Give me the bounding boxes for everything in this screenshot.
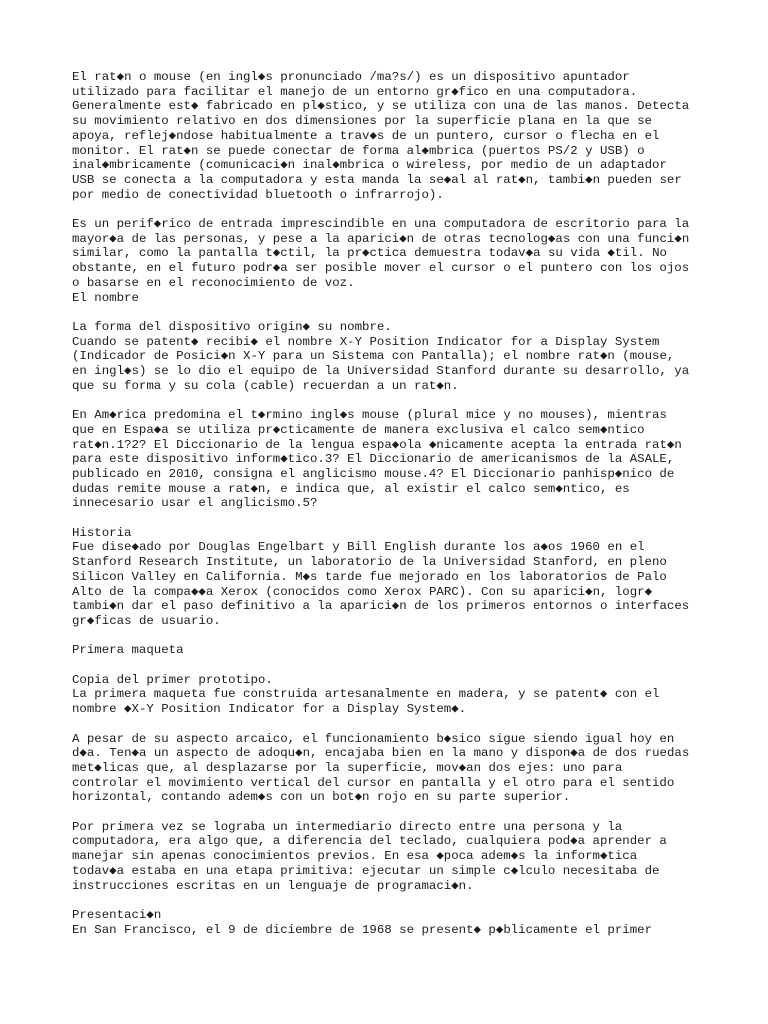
text-line: que en Espa◆a se utiliza pr◆cticamente de manera exclusiva el calco sem◆ntico: [72, 422, 645, 437]
text-line: met◆licas que, al desplazarse por la superficie, mov◆an dos ejes: uno para: [72, 760, 623, 775]
text-line: mayor◆a de las personas, y pese a la aparici◆n de otras tecnolog◆as con una funci◆n: [72, 231, 690, 246]
paragraph: [72, 732, 712, 806]
text-line: El nombre: [72, 290, 139, 305]
paragraph: [72, 673, 712, 717]
text-line: (Indicador de Posici◆n X-Y para un Sistema con Pantalla); el nombre rat◆n (mouse,: [72, 349, 675, 364]
text-line: Stanford Research Institute, un laboratorio de la Universidad Stanford, en pleno: [72, 555, 667, 570]
document-body: [72, 70, 712, 937]
paragraph: [72, 217, 712, 305]
text-line: inal◆mbricamente (comunicaci◆n inal◆mbrica o wireless, por medio de un adaptador: [72, 158, 667, 173]
text-line: utilizado para facilitar el manejo de un entorno gr◆fico en una computadora.: [72, 84, 638, 99]
text-line: Fue dise◆ado por Douglas Engelbart y Bill English durante los a◆os 1960 en el: [72, 540, 645, 555]
text-line: en ingl◆s) se lo dio el equipo de la Universidad Stanford durante su desarrollo, ya: [72, 364, 690, 379]
text-line: manejar sin apenas conocimientos previos. En esa ◆poca adem◆s la inform◆tica: [72, 849, 638, 864]
text-line: su movimiento relativo en dos dimensiones por la superficie plana en la que se: [72, 114, 652, 129]
text-line: Primera maqueta: [72, 643, 184, 658]
text-line: Por primera vez se lograba un intermediario directo entre una persona y la: [72, 819, 623, 834]
text-line: rat◆n.1?2? El Diccionario de la lengua espa◆ola ◆nicamente acepta la entrada rat◆n: [72, 437, 682, 452]
text-line: La forma del dispositivo origin◆ su nombre.: [72, 319, 392, 334]
text-line: Cuando se patent◆ recibi◆ el nombre X-Y Position Indicator for a Display System: [72, 334, 660, 349]
text-line: La primera maqueta fue construida artesanalmente en madera, y se patent◆ con el: [72, 687, 660, 702]
text-line: instrucciones escritas en un lenguaje de programaci◆n.: [72, 878, 474, 893]
text-line: Historia: [72, 525, 132, 540]
text-line: El rat◆n o mouse (en ingl◆s pronunciado /ma?s/) es un dispositivo apuntador: [72, 70, 630, 84]
text-line: Alto de la compa◆◆a Xerox (conocidos como Xerox PARC). Con su aparici◆n, logr◆: [72, 584, 653, 599]
text-line: todav◆a estaba en una etapa primitiva: ejecutar un simple c◆lculo necesitaba de: [72, 863, 660, 878]
text-line: Generalmente est◆ fabricado en pl◆stico, y se utiliza con una de las manos. Detecta: [72, 99, 690, 114]
text-line: tambi◆n dar el paso definitivo a la aparici◆n de los primeros entornos o interfaces: [72, 599, 690, 614]
text-line: horizontal, contando adem◆s con un bot◆n rojo en su parte superior.: [72, 790, 571, 805]
text-line: por medio de conectividad bluetooth o infrarrojo).: [72, 187, 444, 202]
paragraph: [72, 643, 712, 658]
text-line: similar, como la pantalla t◆ctil, la pr◆ctica demuestra todav◆a su vida ◆til. No: [72, 246, 667, 261]
paragraph: [72, 908, 712, 937]
text-line: publicado en 2010, consigna el anglicismo mouse.4? El Diccionario panhisp◆nico de: [72, 466, 675, 481]
text-line: En San Francisco, el 9 de diciembre de 1968 se present◆ p◆blicamente el primer: [72, 922, 653, 937]
text-line: Copia del primer prototipo.: [72, 672, 273, 687]
text-line: Presentaci◆n: [72, 907, 162, 922]
text-line: Silicon Valley en California. M◆s tarde fue mejorado en los laboratorios de Palo: [72, 569, 667, 584]
text-line: Es un perif◆rico de entrada imprescindible en una computadora de escritorio para la: [72, 217, 690, 232]
paragraph: [72, 526, 712, 629]
text-line: En Am◆rica predomina el t◆rmino ingl◆s mouse (plural mice y no mouses), mientras: [72, 408, 667, 423]
paragraph: [72, 408, 712, 511]
text-line: apoya, reflej◆ndose habitualmente a trav◆s de un puntero, cursor o flecha en el: [72, 128, 660, 143]
text-line: nombre ◆X-Y Position Indicator for a Display System◆.: [72, 702, 467, 717]
text-line: gr◆ficas de usuario.: [72, 613, 221, 628]
text-line: que su forma y su cola (cable) recuerdan a un rat◆n.: [72, 378, 459, 393]
text-line: innecesario usar el anglicismo.5?: [72, 496, 318, 511]
paragraph: [72, 820, 712, 894]
text-line: d◆a. Ten◆a un aspecto de adoqu◆n, encajaba bien en la mano y dispon◆a de dos ruedas: [72, 746, 690, 761]
text-line: A pesar de su aspecto arcaico, el funcionamiento b◆sico sigue siendo igual hoy en: [72, 731, 675, 746]
text-line: controlar el movimiento vertical del cursor en pantalla y el otro para el sentido: [72, 775, 675, 790]
text-line: computadora, era algo que, a diferencia del teclado, cualquiera pod◆a aprender a: [72, 834, 667, 849]
text-line: dudas remite mouse a rat◆n, e indica que, al existir el calco sem◆ntico, es: [72, 481, 630, 496]
text-line: o basarse en el reconocimiento de voz.: [72, 275, 355, 290]
text-line: obstante, en el futuro podr◆a ser posible mover el cursor o el puntero con los ojos: [72, 261, 690, 276]
text-line: para este dispositivo inform◆tico.3? El Diccionario de americanismos de la ASALE,: [72, 452, 675, 467]
text-line: monitor. El rat◆n se puede conectar de forma al◆mbrica (puertos PS/2 y USB) o: [72, 143, 645, 158]
text-line: USB se conecta a la computadora y esta manda la se◆al al rat◆n, tambi◆n pueden ser: [72, 172, 682, 187]
paragraph: [72, 70, 712, 202]
paragraph: [72, 320, 712, 394]
